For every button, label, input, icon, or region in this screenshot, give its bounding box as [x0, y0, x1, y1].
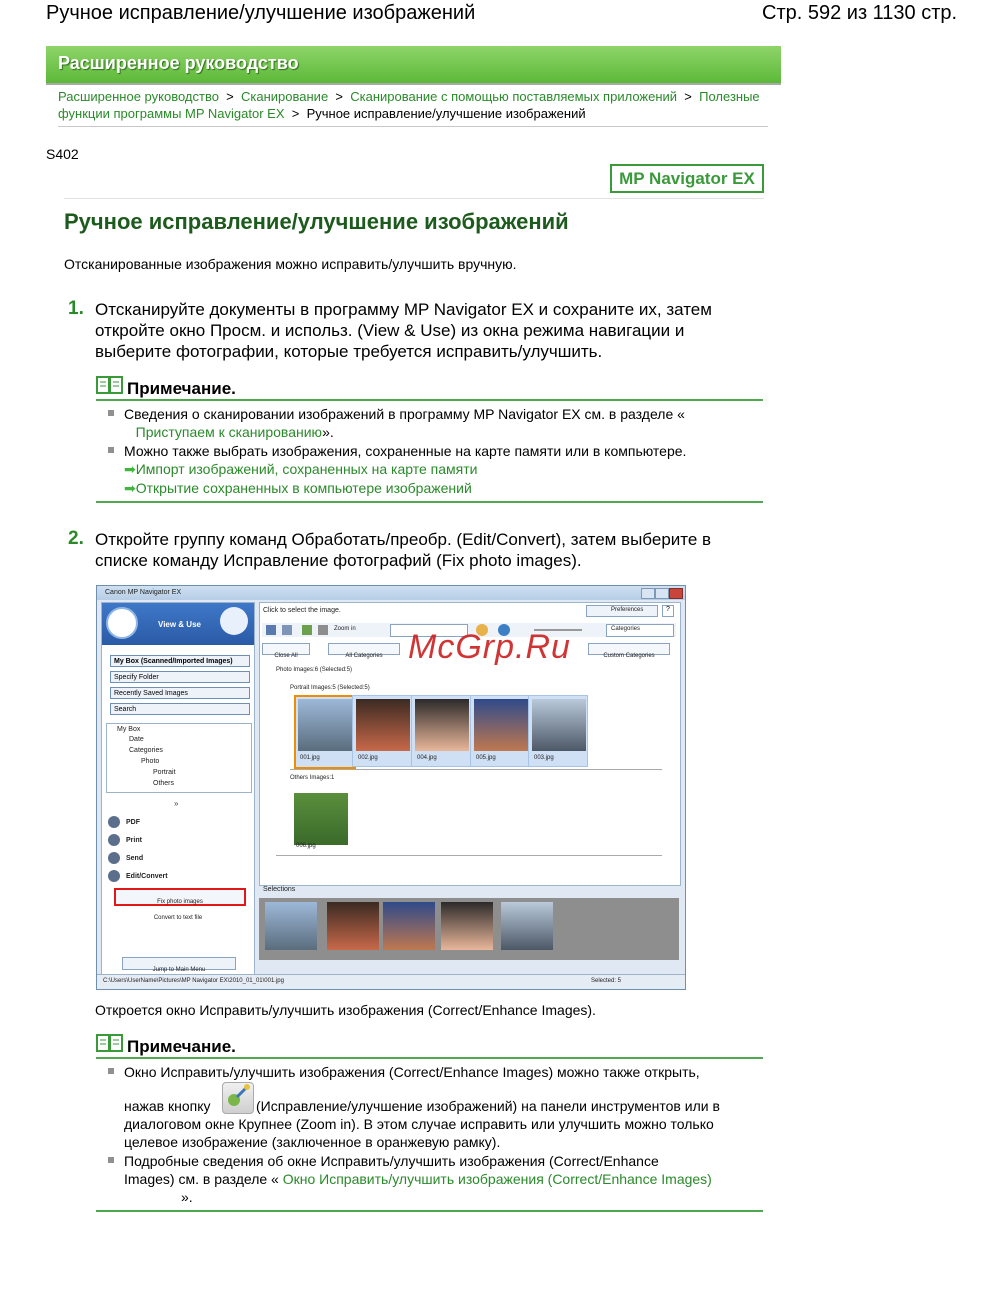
note-1-link-1-row: [124, 460, 477, 478]
convert-text-button[interactable]: Convert to text file: [153, 915, 203, 921]
tree-others[interactable]: Others: [153, 780, 175, 787]
correct-enhance-button-icon[interactable]: [222, 1082, 254, 1114]
product-badge: MP Navigator EX: [610, 164, 764, 193]
note-1-link-2-row: [124, 479, 472, 497]
edit-icon: [108, 870, 120, 882]
tree-date[interactable]: Date: [129, 736, 144, 743]
group-divider: [290, 769, 662, 770]
photo-thumb: [532, 699, 586, 751]
categories-select[interactable]: Categories: [606, 624, 674, 637]
view-use-header: [102, 603, 254, 645]
note-divider: [96, 1210, 763, 1212]
page-counter: Стр. 592 из 1130 стр.: [762, 2, 958, 24]
photo-thumb: [474, 699, 528, 751]
note-title: Примечание.: [127, 1037, 236, 1056]
breadcrumb-link-mp-functions[interactable]: функции программы MP Navigator EX: [58, 106, 285, 121]
action-pdf[interactable]: PDF: [126, 819, 140, 826]
note-2-bullet-1-line-1: Окно Исправить/улучшить изображения (Correct/Enhance Images) можно также открыть,: [124, 1064, 700, 1080]
selection-thumb[interactable]: [383, 902, 435, 950]
selection-thumb[interactable]: [441, 902, 493, 950]
note-divider: [96, 1057, 763, 1059]
document-code: S402: [46, 146, 79, 162]
maximize-icon[interactable]: [655, 588, 669, 599]
note-book-icon: [96, 375, 124, 395]
divider: [58, 126, 768, 127]
note-title: Примечание.: [127, 379, 236, 398]
folder-tree[interactable]: [106, 723, 252, 793]
pdf-icon: [108, 816, 120, 828]
file-name: 005.jpg: [476, 755, 496, 761]
file-name: 003.jpg: [534, 755, 554, 761]
note-divider: [96, 399, 763, 401]
step-number: 2.: [68, 528, 84, 549]
nav-my-box[interactable]: My Box (Scanned/Imported Images): [110, 655, 250, 667]
photo-thumb: [298, 699, 352, 751]
note-divider: [96, 501, 763, 503]
selections-label: Selections: [263, 886, 296, 893]
status-selected: Selected: 5: [591, 978, 622, 984]
nav-specify-folder[interactable]: Specify Folder: [110, 671, 250, 683]
step-1-text: Отсканируйте документы в программу MP Navigator EX и сохраните их, затем откройте окно Просм. и использ. (View & Use) из окна режима навигации и выберите фотографии, которые требуется исправить/улучшить.: [95, 300, 712, 361]
all-categories-button[interactable]: All Categories: [328, 643, 400, 655]
tree-portrait[interactable]: Portrait: [153, 769, 176, 776]
note-book-icon: [96, 1033, 124, 1053]
link-import-memory-card[interactable]: Импорт изображений, сохраненных на карте памяти: [135, 461, 478, 477]
arrow-right-icon: ➡: [124, 480, 136, 496]
thumbnail-006[interactable]: [294, 793, 348, 845]
bullet-icon: [108, 1068, 114, 1074]
preferences-button[interactable]: Preferences: [586, 605, 658, 617]
group-portrait[interactable]: Portrait Images:5 (Selected:5): [290, 685, 370, 691]
group-divider: [276, 855, 662, 856]
note-1-bullet-1: Сведения о сканировании изображений в программу MP Navigator EX см. в разделе « Приступаем к сканированию».: [124, 406, 685, 440]
section-banner: [46, 46, 781, 85]
zoom-in-label[interactable]: Zoom in: [334, 626, 356, 632]
nav-search[interactable]: Search: [110, 703, 250, 715]
note-2-bullet-2-end: ».: [181, 1189, 193, 1205]
tree-photo[interactable]: Photo: [141, 758, 160, 765]
correct-enhance-icon[interactable]: [302, 625, 312, 635]
view-use-label: View & Use: [158, 620, 201, 629]
expand-chevron-icon[interactable]: »: [174, 799, 179, 808]
action-print[interactable]: Print: [126, 837, 142, 844]
note-2-bullet-1-line-2b: (Исправление/улучшение изображений) на панели инструментов или в: [256, 1098, 720, 1114]
fix-photo-images-button[interactable]: Fix photo images: [114, 888, 246, 906]
zoom-in-icon[interactable]: [318, 625, 328, 635]
bullet-icon: [108, 1157, 114, 1163]
window-titlebar: [97, 586, 685, 600]
action-send[interactable]: Send: [126, 855, 144, 862]
selection-thumb[interactable]: [265, 902, 317, 950]
hint-text: Click to select the image.: [263, 607, 341, 614]
custom-categories-button[interactable]: Custom Categories: [588, 643, 670, 655]
page-title: Ручное исправление/улучшение изображений: [64, 209, 569, 234]
note-2-bullet-1-line-2a: нажав кнопку: [124, 1098, 211, 1114]
bullet-icon: [108, 447, 114, 453]
group-others[interactable]: Others Images:1: [290, 775, 335, 781]
tree-categories[interactable]: Categories: [129, 747, 163, 754]
tree-my-box[interactable]: My Box: [117, 726, 141, 733]
selection-thumb[interactable]: [327, 902, 379, 950]
link-open-saved-images[interactable]: Открытие сохраненных в компьютере изображений: [135, 480, 472, 496]
file-name: 004.jpg: [417, 755, 437, 761]
note-2-bullet-2-line-1: Подробные сведения об окне Исправить/улучшить изображения (Correct/Enhance: [124, 1153, 659, 1169]
file-name: 001.jpg: [300, 755, 320, 761]
status-bar: [97, 974, 685, 989]
left-pane: [101, 602, 255, 976]
monitor-icon: [220, 607, 248, 635]
nav-recently-saved[interactable]: Recently Saved Images: [110, 687, 250, 699]
help-icon[interactable]: ?: [662, 605, 674, 617]
close-icon[interactable]: [669, 588, 683, 599]
window-title: Canon MP Navigator EX: [105, 589, 182, 596]
mp-navigator-screenshot: [96, 585, 686, 990]
step-number: 1.: [68, 298, 84, 319]
arrow-right-icon: ➡: [124, 461, 136, 477]
breadcrumb-link-advanced-guide[interactable]: Расширенное руководство: [58, 89, 219, 104]
file-name: 006.jpg: [296, 843, 316, 849]
divider: [64, 198, 764, 199]
file-name: 002.jpg: [358, 755, 378, 761]
banner-label: Расширенное руководство: [58, 53, 299, 73]
breadcrumb-link-scanning[interactable]: Сканирование: [241, 89, 329, 104]
print-icon: [108, 834, 120, 846]
back-icon[interactable]: [106, 607, 138, 639]
after-screenshot-text: Откроется окно Исправить/улучшить изображения (Correct/Enhance Images).: [95, 1002, 596, 1018]
bullet-icon: [108, 410, 114, 416]
note-2-bullet-2-line-2: Images) см. в разделе « Окно Исправить/улучшить изображения (Correct/Enhance Images): [124, 1171, 712, 1187]
jump-main-menu-button[interactable]: Jump to Main Menu: [122, 957, 236, 970]
step-2-text: Откройте группу команд Обработать/преобр. (Edit/Convert), затем выберите в списке команду Исправление фотографий (Fix photo images).: [95, 530, 712, 570]
breadcrumb: Расширенное руководство > Сканирование > Сканирование с помощью поставляемых приложений > Полезные функции программы MP Navigator EX > Ручное исправление/улучшение изображений: [58, 89, 760, 121]
intro-text: Отсканированные изображения можно исправить/улучшить вручную.: [64, 256, 517, 272]
breadcrumb-current: Ручное исправление/улучшение изображений: [306, 106, 586, 121]
action-edit-convert[interactable]: Edit/Convert: [126, 873, 168, 880]
breadcrumb-link-useful[interactable]: Полезные: [699, 89, 760, 104]
minimize-icon[interactable]: [641, 588, 655, 599]
note-1-bullet-2: Можно также выбрать изображения, сохраненные на карте памяти или в компьютере.: [124, 443, 687, 459]
photo-thumb: [356, 699, 410, 751]
selection-thumb[interactable]: [501, 902, 553, 950]
note-2-bullet-1-line-4: целевое изображение (заключенное в оранжевую рамку).: [124, 1134, 501, 1150]
close-all-button[interactable]: Close All: [262, 643, 310, 655]
status-path: C:\Users\UserName\Pictures\MP Navigator EX\2010_01_01\001.jpg: [103, 978, 284, 984]
send-icon: [108, 852, 120, 864]
link-getting-started[interactable]: Приступаем к сканированию: [135, 424, 323, 440]
photo-thumb: [415, 699, 469, 751]
list-view-icon[interactable]: [282, 625, 292, 635]
breadcrumb-link-scanning-apps[interactable]: Сканирование с помощью поставляемых приложений: [350, 89, 678, 104]
grid-view-icon[interactable]: [266, 625, 276, 635]
group-photo[interactable]: Photo Images:6 (Selected:5): [276, 667, 353, 673]
link-correct-enhance-window[interactable]: Окно Исправить/улучшить изображения (Correct/Enhance Images): [282, 1171, 712, 1187]
document-title: Ручное исправление/улучшение изображений: [46, 2, 476, 24]
watermark: McGrp.Ru: [408, 628, 571, 666]
note-2-bullet-1-line-3: диалоговом окне Крупнее (Zoom in). В этом случае исправить или улучшить можно только: [124, 1116, 714, 1132]
